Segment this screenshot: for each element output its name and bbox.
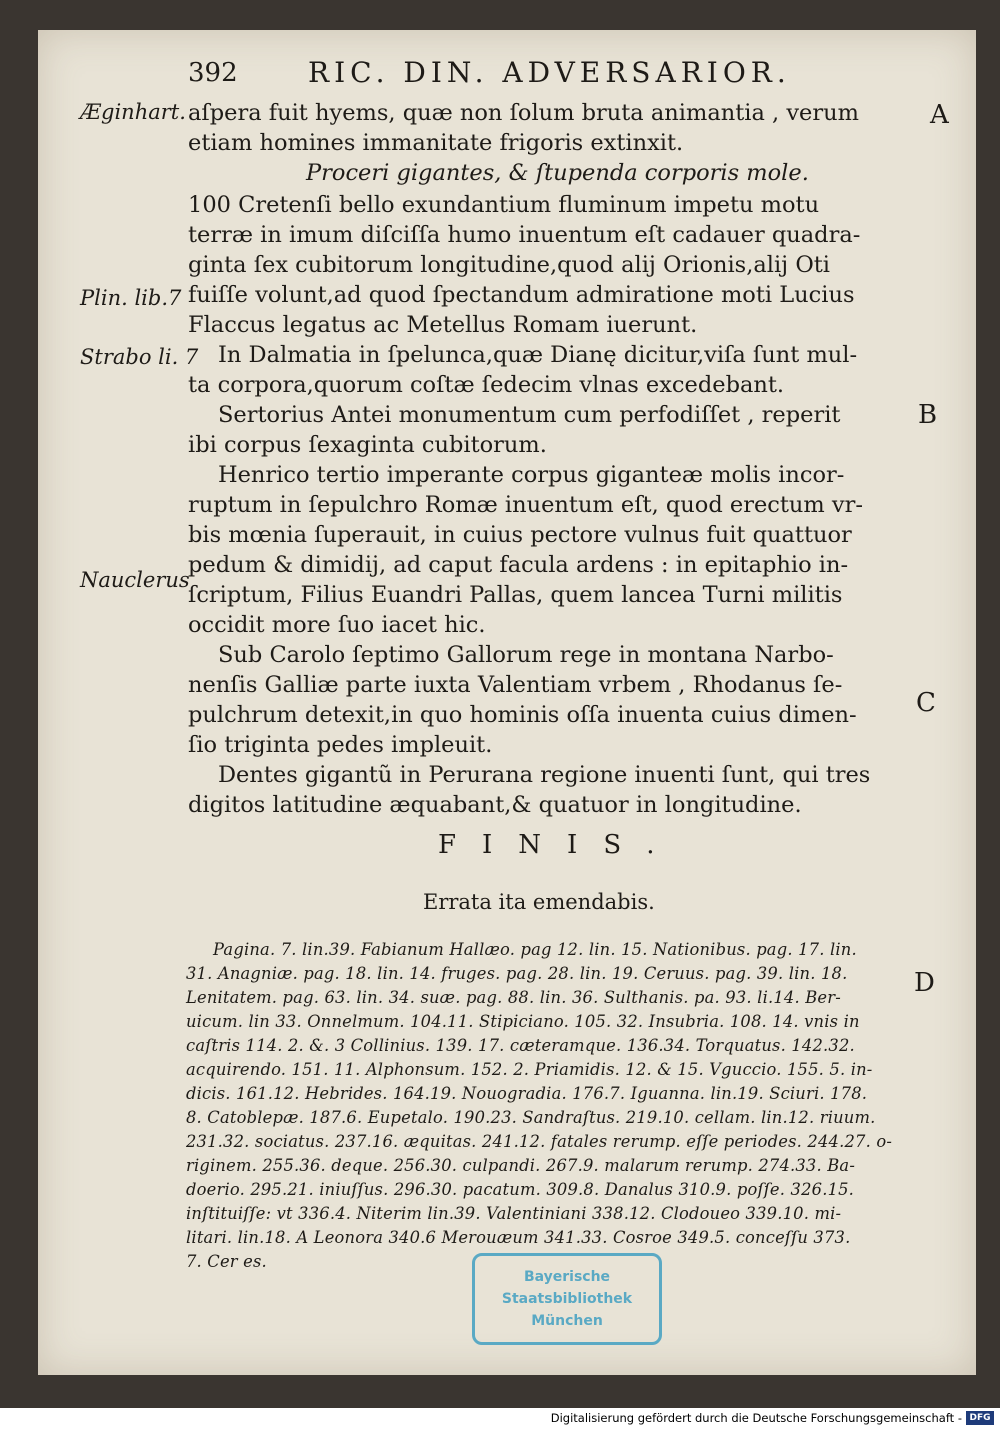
body-line: digitos latitudine æquabant,& quatuor in longitudine. xyxy=(188,792,802,818)
errata-line: acquirendo. 151. 11. Alphonsum. 152. 2. Priamidis. 12. & 15. Vguccio. 155. 5. in- xyxy=(186,1060,873,1079)
errata-line: riginem. 255.36. deque. 256.30. culpandi. 267.9. malarum rerump. 274.33. Ba- xyxy=(186,1156,856,1175)
errata-line: doerio. 295.21. iniuſſus. 296.30. pacatum. 309.8. Danalus 310.9. poſſe. 326.15. xyxy=(186,1180,855,1199)
margin-note: Nauclerus xyxy=(80,568,190,592)
errata-line: 8. Catoblepæ. 187.6. Eupetalo. 190.23. Sandraſtus. 219.10. cellam. lin.12. riuum. xyxy=(186,1108,876,1127)
body-line: ſio triginta pedes impleuit. xyxy=(188,732,493,758)
body-line: ginta ſex cubitorum longitudine,quod alij Orionis,alij Oti xyxy=(188,252,830,278)
side-letter: C xyxy=(916,688,936,718)
body-line: ibi corpus ſexaginta cubitorum. xyxy=(188,432,547,458)
body-line: In Dalmatia in ſpelunca,quæ Dianę dicitur,viſa ſunt mul- xyxy=(218,342,858,368)
errata-line: inſtituiſſe: vt 336.4. Niterim lin.39. Valentiniani 338.12. Clodoueo 339.10. mi- xyxy=(186,1204,842,1223)
body-line: aſpera fuit hyems, quæ non ſolum bruta animantia , verum xyxy=(188,100,859,126)
body-line: Sub Carolo ſeptimo Gallorum rege in montana Narbo- xyxy=(218,642,834,668)
body-line: Henrico tertio imperante corpus giganteæ molis incor- xyxy=(218,462,845,488)
body-line: Dentes gigantũ in Perurana regione inuenti ſunt, qui tres xyxy=(218,762,871,788)
body-line: etiam homines immanitate frigoris extinxit. xyxy=(188,130,684,156)
body-line: 100 Cretenſi bello exundantium fluminum impetu motu xyxy=(188,192,820,218)
errata-line: caſtris 114. 2. &. 3 Collinius. 139. 17. cæteramque. 136.34. Torquatus. 142.32. xyxy=(186,1036,855,1055)
margin-note: Strabo li. 7 xyxy=(80,345,199,369)
body-line: ta corpora,quorum coſtæ ſedecim vlnas excedebant. xyxy=(188,372,785,398)
book-page xyxy=(38,30,976,1375)
margin-note: Plin. lib.7 xyxy=(80,286,182,310)
body-line: occidit more ſuo iacet hic. xyxy=(188,612,486,638)
page-number: 392 xyxy=(188,58,238,88)
body-line: nenſis Galliæ parte iuxta Valentiam vrbem , Rhodanus ſe- xyxy=(188,672,843,698)
running-title: RIC. DIN. ADVERSARIOR. xyxy=(308,56,791,89)
errata-line: dicis. 161.12. Hebrides. 164.19. Nouogradia. 176.7. Iguanna. lin.19. Sciuri. 178. xyxy=(186,1084,868,1103)
stamp-line: Staatsbibliothek xyxy=(501,1291,633,1307)
body-line: Sertorius Antei monumentum cum perfodiſſet , reperit xyxy=(218,402,841,428)
side-letter: A xyxy=(930,100,949,130)
dfg-logo-icon: DFG xyxy=(966,1411,994,1425)
footer-credit: Digitalisierung gefördert durch die Deutsche Forschungsgemeinschaft - xyxy=(550,1411,962,1425)
margin-note: Æginhart. xyxy=(80,100,186,124)
errata-line: 7. Cer es. xyxy=(186,1252,267,1271)
footer-bar xyxy=(0,1408,1000,1429)
body-line: ſcriptum, Filius Euandri Pallas, quem lancea Turni militis xyxy=(188,582,843,608)
errata-title: Errata ita emendabis. xyxy=(423,890,655,914)
body-line: bis mœnia ſuperauit, in cuius pectore vulnus fuit quattuor xyxy=(188,522,852,548)
errata-line: 231.32. sociatus. 237.16. æquitas. 241.12. fatales rerump. eſſe periodes. 244.27. o- xyxy=(186,1132,893,1151)
body-line: pulchrum detexit,in quo hominis oſſa inuenta cuius dimen- xyxy=(188,702,857,728)
body-line: Flaccus legatus ac Metellus Romam iuerunt. xyxy=(188,312,698,338)
errata-line: litari. lin.18. A Leonora 340.6 Merouæum 341.33. Cosroe 349.5. conceſſu 373. xyxy=(186,1228,851,1247)
errata-line: 31. Anagniæ. pag. 18. lin. 14. fruges. pag. 28. lin. 19. Ceruus. pag. 39. lin. 18. xyxy=(186,964,848,983)
library-stamp xyxy=(472,1253,662,1345)
body-line: terræ in imum diſciſſa humo inuentum eſt cadauer quadra- xyxy=(188,222,861,248)
errata-line: uicum. lin 33. Onnelmum. 104.11. Stipiciano. 105. 32. Insubria. 108. 14. vnis in xyxy=(186,1012,860,1031)
errata-line: Pagina. 7. lin.39. Fabianum Hallæo. pag 12. lin. 15. Nationibus. pag. 17. lin. xyxy=(213,940,857,959)
finis-heading: FINIS. xyxy=(438,830,681,860)
body-line: fuiſſe volunt,ad quod ſpectandum admiratione moti Lucius xyxy=(188,282,855,308)
side-letter: D xyxy=(914,968,935,998)
section-heading: Proceri gigantes, & ſtupenda corporis mole. xyxy=(306,160,809,186)
errata-line: Lenitatem. pag. 63. lin. 34. suæ. pag. 88. lin. 36. Sulthanis. pa. 93. li.14. Ber- xyxy=(186,988,841,1007)
stamp-line: Bayerische xyxy=(523,1269,611,1285)
body-line: pedum & dimidij, ad caput facula ardens : in epitaphio in- xyxy=(188,552,849,578)
stamp-line: München xyxy=(531,1313,603,1329)
side-letter: B xyxy=(918,400,938,430)
body-line: ruptum in ſepulchro Romæ inuentum eſt, quod erectum vr- xyxy=(188,492,863,518)
